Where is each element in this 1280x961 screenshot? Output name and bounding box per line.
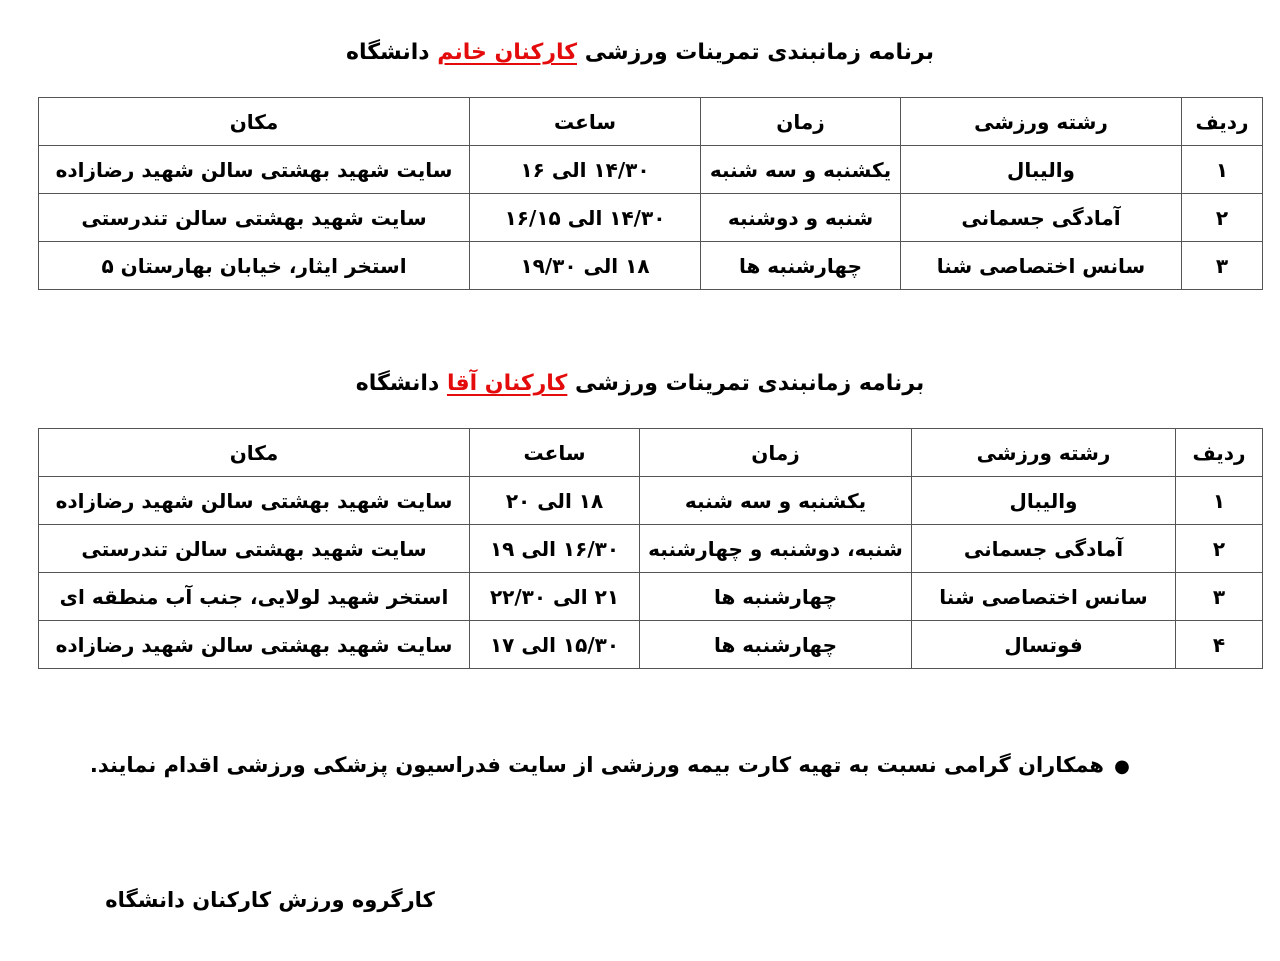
- table-row: [39, 621, 1263, 669]
- cell-row-number: ۱: [1182, 146, 1263, 194]
- cell-days: یکشنبه و سه شنبه: [640, 477, 912, 525]
- note-text: همکاران گرامی نسبت به تهیه کارت بیمه ورزشی از سایت فدراسیون پزشکی ورزشی اقدام نمایند.: [89, 753, 1104, 777]
- cell-sport: آمادگی جسمانی: [901, 194, 1182, 242]
- cell-hours: ۱۸ الی ۱۹/۳۰: [470, 242, 701, 290]
- table-row: [39, 242, 1263, 290]
- cell-row-number: ۴: [1176, 621, 1263, 669]
- cell-sport: والیبال: [912, 477, 1176, 525]
- men-schedule-table: [38, 428, 1263, 669]
- cell-location: سایت شهید بهشتی سالن تندرستی: [39, 525, 470, 573]
- table-header-row: [39, 429, 1263, 477]
- cell-sport: سانس اختصاصی شنا: [901, 242, 1182, 290]
- cell-sport: آمادگی جسمانی: [912, 525, 1176, 573]
- table-row: [39, 146, 1263, 194]
- cell-sport: فوتسال: [912, 621, 1176, 669]
- header-row-number: ردیف: [1176, 429, 1263, 477]
- cell-days: چهارشنبه ها: [701, 242, 901, 290]
- cell-days: چهارشنبه ها: [640, 621, 912, 669]
- header-days: زمان: [640, 429, 912, 477]
- header-hours: ساعت: [470, 98, 701, 146]
- cell-row-number: ۳: [1176, 573, 1263, 621]
- cell-days: یکشنبه و سه شنبه: [701, 146, 901, 194]
- cell-sport: سانس اختصاصی شنا: [912, 573, 1176, 621]
- table-row: [39, 525, 1263, 573]
- cell-location: استخر ایثار، خیابان بهارستان ۵: [39, 242, 470, 290]
- table-row: [39, 573, 1263, 621]
- title-highlight-women: کارکنان خانم: [437, 40, 578, 65]
- cell-location: استخر شهید لولایی، جنب آب منطقه ای: [39, 573, 470, 621]
- cell-location: سایت شهید بهشتی سالن تندرستی: [39, 194, 470, 242]
- header-row-number: ردیف: [1182, 98, 1263, 146]
- header-sport: رشته ورزشی: [901, 98, 1182, 146]
- header-location: مکان: [39, 429, 470, 477]
- title-text-after: دانشگاه: [346, 40, 430, 65]
- cell-location: سایت شهید بهشتی سالن شهید رضازاده: [39, 146, 470, 194]
- title-text-after: دانشگاه: [355, 371, 440, 396]
- insurance-note: [89, 748, 1140, 784]
- header-location: مکان: [39, 98, 470, 146]
- cell-hours: ۱۶/۳۰ الی ۱۹: [470, 525, 640, 573]
- cell-row-number: ۱: [1176, 477, 1263, 525]
- table-row: [39, 194, 1263, 242]
- cell-days: چهارشنبه ها: [640, 573, 912, 621]
- cell-days: شنبه و دوشنبه: [701, 194, 901, 242]
- cell-row-number: ۳: [1182, 242, 1263, 290]
- cell-row-number: ۲: [1176, 525, 1263, 573]
- women-schedule-table: [38, 97, 1263, 290]
- cell-hours: ۱۴/۳۰ الی ۱۶/۱۵: [470, 194, 701, 242]
- bullet-icon: ●: [1114, 756, 1130, 777]
- cell-days: شنبه، دوشنبه و چهارشنبه: [640, 525, 912, 573]
- header-sport: رشته ورزشی: [912, 429, 1176, 477]
- title-text-before: برنامه زمانبندی تمرینات ورزشی: [575, 371, 925, 396]
- men-schedule-title: [0, 369, 1280, 399]
- table-row: [39, 477, 1263, 525]
- cell-hours: ۲۱ الی ۲۲/۳۰: [470, 573, 640, 621]
- cell-row-number: ۲: [1182, 194, 1263, 242]
- table-header-row: [39, 98, 1263, 146]
- title-text-before: برنامه زمانبندی تمرینات ورزشی: [584, 40, 934, 65]
- header-days: زمان: [701, 98, 901, 146]
- cell-hours: ۱۴/۳۰ الی ۱۶: [470, 146, 701, 194]
- cell-location: سایت شهید بهشتی سالن شهید رضازاده: [39, 621, 470, 669]
- signature: کارگروه ورزش کارکنان دانشگاه: [105, 888, 435, 912]
- cell-sport: والیبال: [901, 146, 1182, 194]
- header-hours: ساعت: [470, 429, 640, 477]
- cell-location: سایت شهید بهشتی سالن شهید رضازاده: [39, 477, 470, 525]
- cell-hours: ۱۸ الی ۲۰: [470, 477, 640, 525]
- title-highlight-men: کارکنان آقا: [446, 371, 568, 396]
- women-schedule-title: [0, 38, 1280, 68]
- cell-hours: ۱۵/۳۰ الی ۱۷: [470, 621, 640, 669]
